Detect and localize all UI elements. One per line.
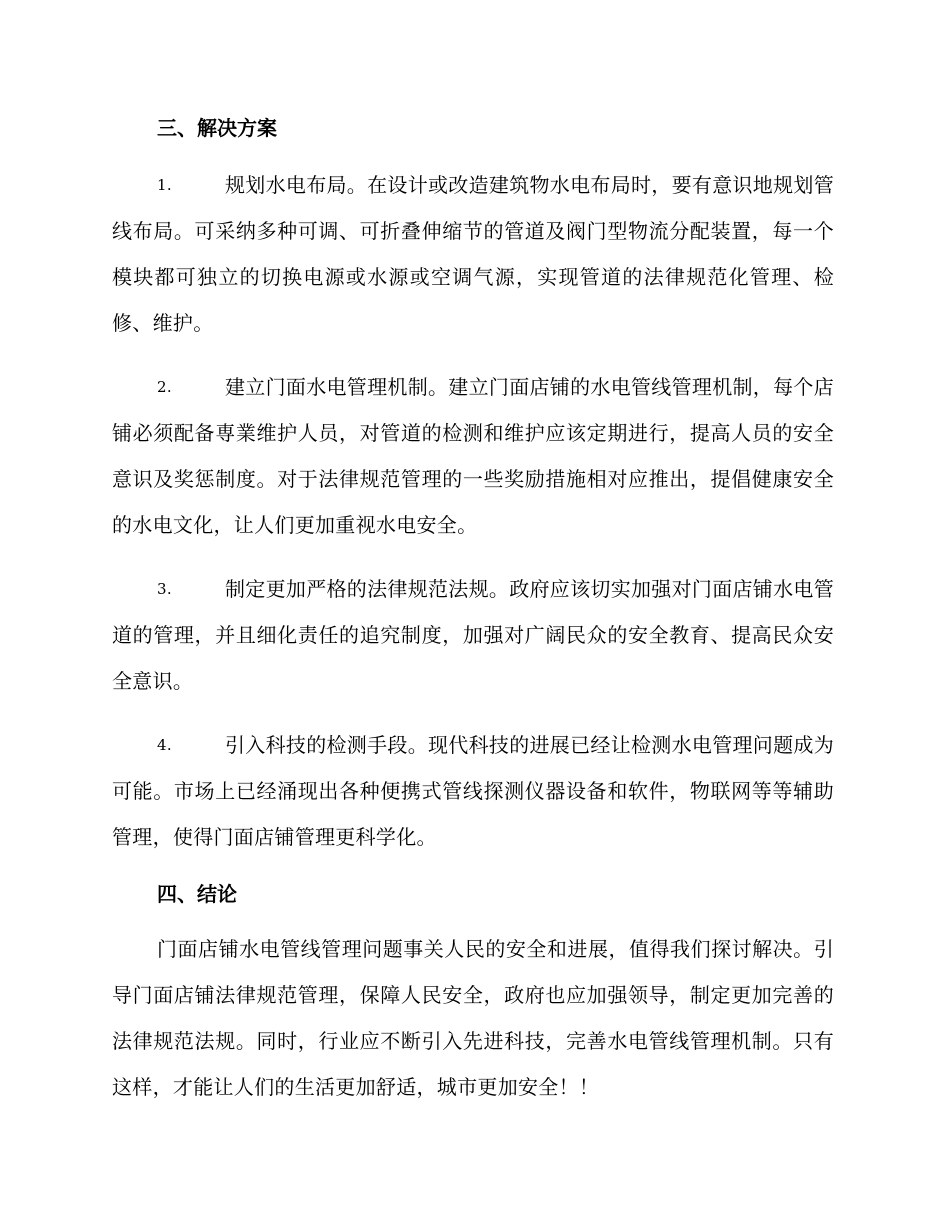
list-number: 3. [157, 580, 172, 598]
list-item-2 [112, 364, 834, 548]
section-heading-conclusion: 四、结论 [157, 882, 237, 906]
list-item-3 [112, 566, 834, 704]
document-body [112, 112, 834, 1110]
conclusion-paragraph: 门面店铺水电管线管理问题事关人民的安全和进展，值得我们探讨解决。引导门面店铺法律规范管理，保障人民安全，政府也应加强领导，制定更加完善的法律规范法规。同时，行业应不断引入先进科技，完善水电管线管理机制。只有这样，才能让人们的生活更加舒适，城市更加安全！！ [112, 937, 834, 1099]
section-heading-solutions: 三、解决方案 [157, 116, 277, 140]
list-item-text: 规划水电布局。在设计或改造建筑物水电布局时，要有意识地规划管线布局。可采纳多种可调、可折叠伸缩节的管道及阀门型物流分配装置，每一个模块都可独立的切换电源或水源或空调气源，实现管道的法律规范化管理、检修、维护。 [112, 173, 834, 335]
list-item-text: 制定更加严格的法律规范法规。政府应该切实加强对门面店铺水电管道的管理，并且细化责任的追究制度，加强对广阔民众的安全教育、提高民众安全意识。 [112, 577, 834, 693]
list-item-text: 引入科技的检测手段。现代科技的进展已经让检测水电管理问题成为可能。市场上已经涌现出各种便携式管线探测仪器设备和软件，物联网等等辅助管理，使得门面店铺管理更科学化。 [112, 733, 834, 849]
list-item-1 [112, 162, 834, 346]
list-number: 1. [157, 176, 172, 194]
list-item-4 [112, 722, 834, 860]
list-item-text: 建立门面水电管理机制。建立门面店铺的水电管线管理机制，每个店铺必须配备専業维护人员，对管道的检测和维护应该定期进行，提高人员的安全意识及奖惩制度。对于法律规范管理的一些奖励措施相对应推出，提倡健康安全的水电文化，让人们更加重视水电安全。 [112, 375, 834, 537]
list-number: 4. [157, 736, 172, 754]
list-number: 2. [157, 378, 172, 396]
